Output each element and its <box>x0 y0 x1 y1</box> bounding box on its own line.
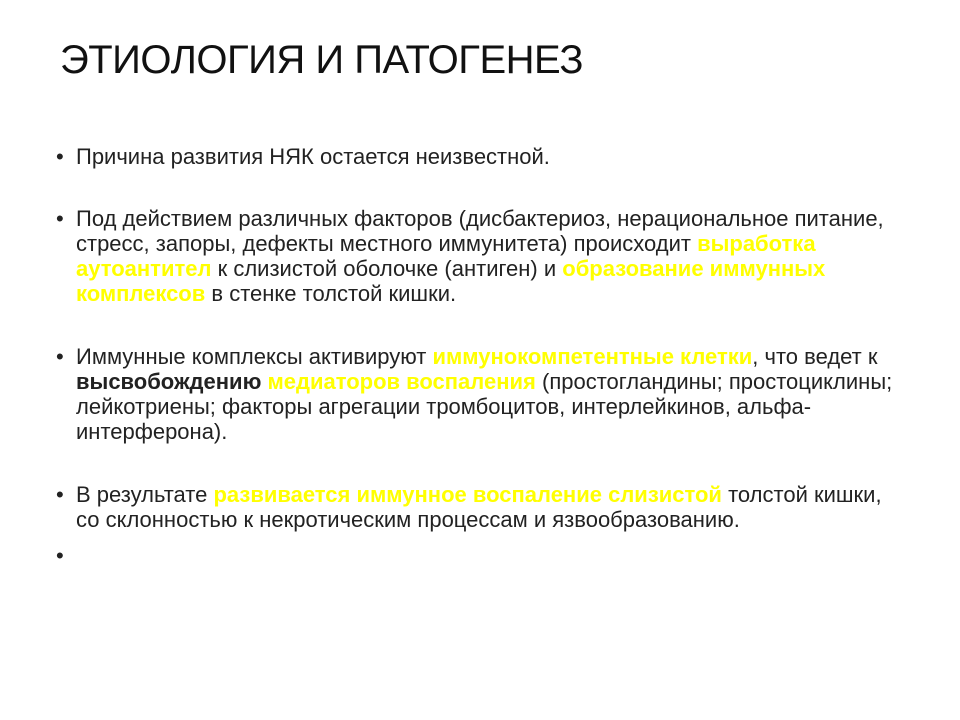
text-segment: , что ведет к <box>752 344 878 369</box>
text-segment: (простогландины; простоциклины; лейкотриены; факторы агрегации тромбоцитов, интерлейкинов, альфа-интерферона). <box>76 369 893 444</box>
text-segment: к слизистой оболочке (антиген) и <box>211 256 563 281</box>
highlighted-term: выработка аутоантител <box>76 231 816 281</box>
highlighted-term: образование иммунных комплексов <box>76 256 826 306</box>
text-segment: толстой кишки, со склонностью к некротическим процессам и язвообразованию. <box>76 482 882 532</box>
text-segment: В результате <box>76 482 214 507</box>
bullet-item <box>56 344 906 444</box>
bullet-text <box>76 482 882 532</box>
bullet-text <box>76 344 892 444</box>
bullet-dot-icon: • <box>56 543 64 568</box>
bullet-dot-icon: • <box>56 206 64 231</box>
bullet-text <box>76 144 550 169</box>
bullet-dot-icon: • <box>56 344 64 369</box>
slide-title: ЭТИОЛОГИЯ И ПАТОГЕНЕЗ <box>60 38 583 82</box>
text-segment: Под действием различных факторов (дисбактериоз, нерациональное питание, стресс, запоры, дефекты местного иммунитета) происходит <box>76 206 884 256</box>
highlighted-term: развивается иммунное воспаление слизистой <box>213 482 722 507</box>
text-segment: Иммунные комплексы активируют <box>76 344 433 369</box>
bullet-item <box>56 482 906 532</box>
text-segment: в стенке толстой кишки. <box>205 281 457 306</box>
highlighted-term: медиаторов воспаления <box>267 369 536 394</box>
text-segment: Причина развития НЯК остается неизвестной. <box>76 144 550 169</box>
bullet-text <box>76 206 884 306</box>
bullet-list <box>56 144 906 568</box>
bold-term: высвобождению <box>76 369 262 394</box>
bullet-dot-icon: • <box>56 482 64 507</box>
bullet-dot-icon: • <box>56 144 64 169</box>
bullet-item <box>56 206 906 306</box>
highlighted-term: иммунокомпетентные клетки <box>432 344 753 369</box>
bullet-item <box>56 144 906 169</box>
